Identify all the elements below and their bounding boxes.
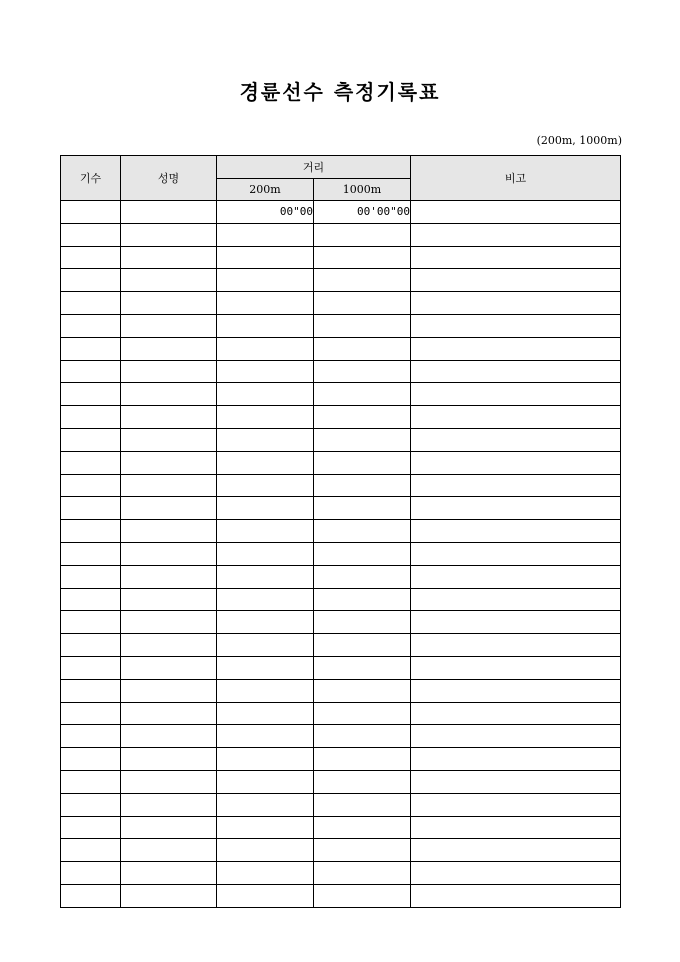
cell-no[interactable] (61, 679, 121, 702)
cell-200m[interactable] (217, 702, 314, 725)
cell-remarks[interactable] (411, 474, 621, 497)
cell-200m[interactable] (217, 474, 314, 497)
header-name: 성명 (121, 156, 217, 201)
table-row (61, 884, 621, 907)
table-row (61, 725, 621, 748)
cell-remarks[interactable] (411, 702, 621, 725)
cell-no[interactable] (61, 246, 121, 269)
cell-remarks[interactable] (411, 862, 621, 885)
cell-name[interactable] (121, 360, 217, 383)
table-row (61, 588, 621, 611)
cell-1000m[interactable] (314, 793, 411, 816)
cell-200m[interactable] (217, 816, 314, 839)
table-row (61, 360, 621, 383)
table-row (61, 497, 621, 520)
cell-remarks[interactable] (411, 793, 621, 816)
cell-remarks[interactable] (411, 748, 621, 771)
cell-1000m[interactable] (314, 702, 411, 725)
cell-no[interactable] (61, 451, 121, 474)
table-row (61, 839, 621, 862)
cell-name[interactable] (121, 634, 217, 657)
cell-name[interactable] (121, 565, 217, 588)
cell-200m[interactable] (217, 360, 314, 383)
cell-remarks[interactable] (411, 884, 621, 907)
cell-200m[interactable] (217, 634, 314, 657)
table-row (61, 246, 621, 269)
cell-no[interactable] (61, 337, 121, 360)
header-1000m: 1000m (314, 179, 411, 201)
table-row (61, 406, 621, 429)
cell-remarks[interactable] (411, 292, 621, 315)
cell-200m[interactable] (217, 314, 314, 337)
cell-no[interactable] (61, 793, 121, 816)
header-remarks: 비고 (411, 156, 621, 201)
cell-200m[interactable] (217, 839, 314, 862)
cell-name[interactable] (121, 314, 217, 337)
cell-no[interactable] (61, 839, 121, 862)
table-row (61, 474, 621, 497)
cell-no[interactable] (61, 862, 121, 885)
cell-1000m[interactable] (314, 634, 411, 657)
cell-name[interactable] (121, 201, 217, 224)
cell-name[interactable] (121, 839, 217, 862)
cell-remarks[interactable] (411, 406, 621, 429)
cell-no[interactable] (61, 383, 121, 406)
cell-200m[interactable] (217, 246, 314, 269)
cell-200m[interactable] (217, 748, 314, 771)
cell-name[interactable] (121, 588, 217, 611)
cell-name[interactable] (121, 725, 217, 748)
cell-no[interactable] (61, 725, 121, 748)
cell-name[interactable] (121, 611, 217, 634)
cell-remarks[interactable] (411, 542, 621, 565)
cell-no[interactable] (61, 611, 121, 634)
cell-remarks[interactable] (411, 360, 621, 383)
cell-no[interactable] (61, 474, 121, 497)
cell-name[interactable] (121, 269, 217, 292)
cell-1000m[interactable] (314, 770, 411, 793)
cell-name[interactable] (121, 862, 217, 885)
cell-name[interactable] (121, 383, 217, 406)
table-row (61, 314, 621, 337)
cell-remarks[interactable] (411, 223, 621, 246)
table-header (61, 156, 621, 201)
cell-1000m[interactable] (314, 588, 411, 611)
cell-200m[interactable] (217, 542, 314, 565)
cell-200m[interactable] (217, 884, 314, 907)
cell-name[interactable] (121, 497, 217, 520)
table-row (61, 292, 621, 315)
document-subtitle: (200m, 1000m) (536, 134, 622, 147)
cell-remarks[interactable] (411, 451, 621, 474)
cell-name[interactable] (121, 770, 217, 793)
cell-1000m[interactable] (314, 406, 411, 429)
table-row (61, 383, 621, 406)
cell-no[interactable] (61, 406, 121, 429)
cell-200m[interactable] (217, 269, 314, 292)
cell-name[interactable] (121, 679, 217, 702)
cell-200m[interactable] (217, 770, 314, 793)
cell-1000m[interactable] (314, 428, 411, 451)
cell-1000m[interactable] (314, 383, 411, 406)
cell-1000m[interactable] (314, 565, 411, 588)
cell-1000m[interactable] (314, 292, 411, 315)
table-body (61, 201, 621, 908)
cell-name[interactable] (121, 816, 217, 839)
table-row (61, 634, 621, 657)
table-row (61, 793, 621, 816)
cell-name[interactable] (121, 542, 217, 565)
cell-1000m[interactable] (314, 816, 411, 839)
cell-no[interactable] (61, 565, 121, 588)
cell-name[interactable] (121, 702, 217, 725)
cell-1000m[interactable] (314, 679, 411, 702)
cell-200m[interactable] (217, 611, 314, 634)
cell-1000m[interactable] (314, 497, 411, 520)
cell-no[interactable] (61, 770, 121, 793)
cell-1000m[interactable] (314, 611, 411, 634)
cell-name[interactable] (121, 292, 217, 315)
table-row (61, 611, 621, 634)
cell-1000m[interactable] (314, 223, 411, 246)
cell-no[interactable] (61, 428, 121, 451)
cell-200m[interactable] (217, 428, 314, 451)
table-row (61, 702, 621, 725)
cell-remarks[interactable] (411, 497, 621, 520)
cell-name[interactable] (121, 520, 217, 543)
table-row (61, 337, 621, 360)
cell-name[interactable] (121, 337, 217, 360)
cell-remarks[interactable] (411, 588, 621, 611)
cell-no[interactable] (61, 542, 121, 565)
document-title: 경륜선수 측정기록표 (239, 80, 441, 104)
cell-1000m[interactable] (314, 474, 411, 497)
table-row (61, 565, 621, 588)
cell-remarks[interactable] (411, 337, 621, 360)
cell-name[interactable] (121, 428, 217, 451)
cell-no[interactable] (61, 269, 121, 292)
cell-name[interactable] (121, 223, 217, 246)
cell-1000m[interactable] (314, 520, 411, 543)
cell-remarks[interactable] (411, 816, 621, 839)
cell-no[interactable] (61, 816, 121, 839)
cell-remarks[interactable] (411, 246, 621, 269)
cell-200m[interactable] (217, 520, 314, 543)
cell-no[interactable] (61, 360, 121, 383)
table-row (61, 748, 621, 771)
cell-1000m[interactable] (314, 314, 411, 337)
cell-name[interactable] (121, 246, 217, 269)
table-row (61, 201, 621, 224)
record-table (60, 155, 621, 908)
cell-1000m[interactable] (314, 360, 411, 383)
cell-name[interactable] (121, 474, 217, 497)
cell-remarks[interactable] (411, 656, 621, 679)
cell-1000m[interactable] (314, 725, 411, 748)
cell-200m[interactable] (217, 406, 314, 429)
cell-no[interactable] (61, 292, 121, 315)
header-200m: 200m (217, 179, 314, 201)
cell-200m[interactable] (217, 862, 314, 885)
cell-name[interactable] (121, 406, 217, 429)
cell-200m[interactable] (217, 292, 314, 315)
cell-1000m[interactable] (314, 269, 411, 292)
cell-no[interactable] (61, 223, 121, 246)
cell-remarks[interactable] (411, 314, 621, 337)
cell-name[interactable] (121, 793, 217, 816)
cell-remarks[interactable] (411, 679, 621, 702)
cell-no[interactable] (61, 201, 121, 224)
cell-no[interactable] (61, 748, 121, 771)
table-row (61, 816, 621, 839)
cell-1000m[interactable]: 00'00"00 (314, 201, 411, 224)
cell-no[interactable] (61, 656, 121, 679)
cell-remarks[interactable] (411, 269, 621, 292)
cell-remarks[interactable] (411, 839, 621, 862)
cell-1000m[interactable] (314, 246, 411, 269)
cell-no[interactable] (61, 702, 121, 725)
cell-remarks[interactable] (411, 725, 621, 748)
table-row (61, 520, 621, 543)
cell-1000m[interactable] (314, 862, 411, 885)
cell-name[interactable] (121, 656, 217, 679)
cell-200m[interactable] (217, 725, 314, 748)
cell-remarks[interactable] (411, 634, 621, 657)
header-distance: 거리 (217, 156, 411, 179)
cell-200m[interactable] (217, 588, 314, 611)
cell-no[interactable] (61, 884, 121, 907)
cell-remarks[interactable] (411, 520, 621, 543)
cell-1000m[interactable] (314, 542, 411, 565)
cell-200m[interactable] (217, 497, 314, 520)
cell-no[interactable] (61, 520, 121, 543)
cell-name[interactable] (121, 748, 217, 771)
cell-200m[interactable] (217, 679, 314, 702)
cell-200m[interactable]: 00"00 (217, 201, 314, 224)
cell-name[interactable] (121, 884, 217, 907)
table-row (61, 223, 621, 246)
table-row (61, 451, 621, 474)
cell-200m[interactable] (217, 223, 314, 246)
table-row (61, 656, 621, 679)
table-row (61, 428, 621, 451)
cell-remarks[interactable] (411, 565, 621, 588)
table-row (61, 269, 621, 292)
cell-1000m[interactable] (314, 884, 411, 907)
cell-1000m[interactable] (314, 748, 411, 771)
cell-remarks[interactable] (411, 428, 621, 451)
cell-200m[interactable] (217, 565, 314, 588)
cell-1000m[interactable] (314, 839, 411, 862)
cell-1000m[interactable] (314, 337, 411, 360)
cell-200m[interactable] (217, 337, 314, 360)
table-row (61, 679, 621, 702)
cell-no[interactable] (61, 634, 121, 657)
cell-200m[interactable] (217, 383, 314, 406)
table-row (61, 770, 621, 793)
cell-no[interactable] (61, 314, 121, 337)
cell-200m[interactable] (217, 793, 314, 816)
cell-name[interactable] (121, 451, 217, 474)
cell-remarks[interactable] (411, 770, 621, 793)
table-row (61, 862, 621, 885)
cell-200m[interactable] (217, 656, 314, 679)
cell-200m[interactable] (217, 451, 314, 474)
cell-1000m[interactable] (314, 451, 411, 474)
cell-no[interactable] (61, 588, 121, 611)
cell-remarks[interactable] (411, 201, 621, 224)
cell-1000m[interactable] (314, 656, 411, 679)
cell-remarks[interactable] (411, 611, 621, 634)
header-no: 기수 (61, 156, 121, 201)
cell-remarks[interactable] (411, 383, 621, 406)
cell-no[interactable] (61, 497, 121, 520)
table-row (61, 542, 621, 565)
